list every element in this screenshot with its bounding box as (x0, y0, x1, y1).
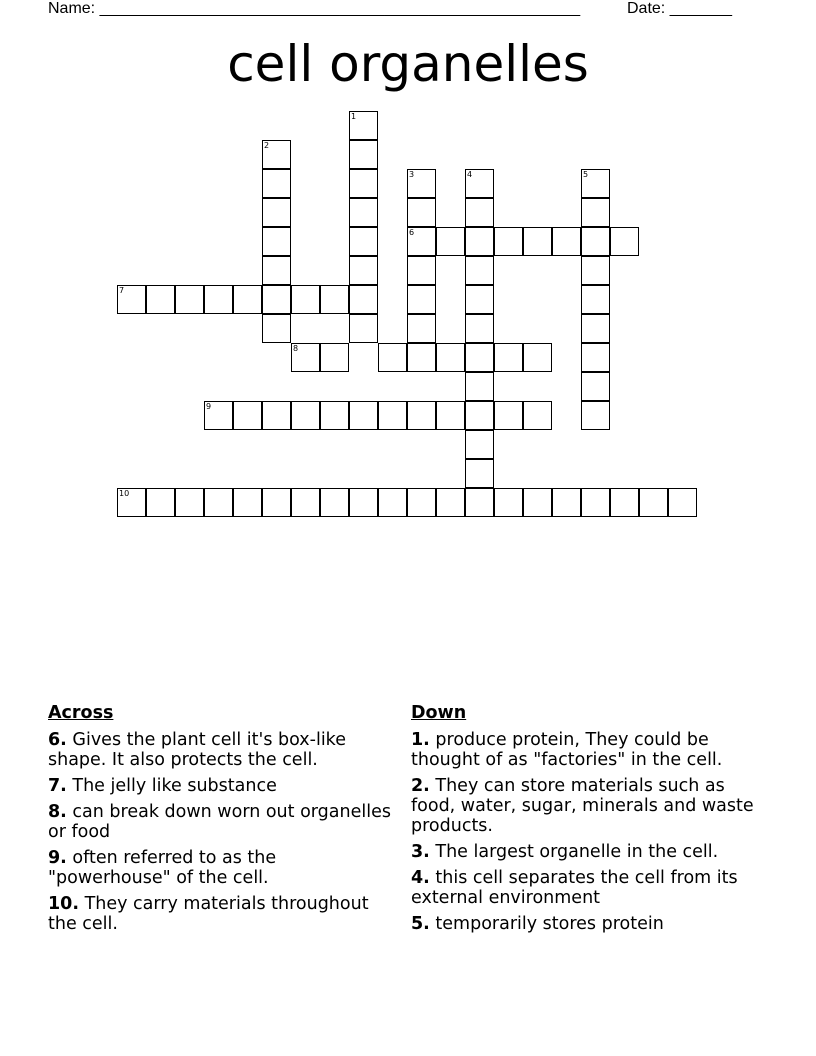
down-clues (411, 702, 761, 940)
crossword-cell[interactable] (262, 401, 291, 430)
crossword-cell[interactable] (349, 488, 378, 517)
across-clue (48, 802, 398, 842)
crossword-cell[interactable] (349, 111, 378, 140)
crossword-cell[interactable] (407, 314, 436, 343)
crossword-cell[interactable] (494, 488, 523, 517)
crossword-cell[interactable] (407, 488, 436, 517)
crossword-cell[interactable] (233, 401, 262, 430)
crossword-cell[interactable] (465, 430, 494, 459)
crossword-cell[interactable] (407, 227, 436, 256)
clue-number: 3. (411, 842, 430, 862)
crossword-cell[interactable] (291, 401, 320, 430)
clue-number-label: 2 (264, 141, 270, 150)
crossword-cell[interactable] (262, 169, 291, 198)
crossword-cell[interactable] (146, 488, 175, 517)
clue-number: 4. (411, 868, 430, 888)
crossword-cell[interactable] (407, 169, 436, 198)
crossword-cell[interactable] (436, 227, 465, 256)
clue-text: Gives the plant cell it's box-like shape. It also protects the cell. (48, 730, 346, 770)
crossword-cell[interactable] (465, 372, 494, 401)
crossword-cell[interactable] (581, 169, 610, 198)
crossword-cell[interactable] (610, 488, 639, 517)
crossword-cell[interactable] (117, 285, 146, 314)
crossword-cell[interactable] (436, 401, 465, 430)
crossword-cell[interactable] (349, 227, 378, 256)
clue-number-label: 5 (583, 170, 589, 179)
clue-number: 6. (48, 730, 67, 750)
clue-number: 5. (411, 914, 430, 934)
clue-number: 9. (48, 848, 67, 868)
crossword-cell[interactable] (349, 401, 378, 430)
crossword-cell[interactable] (291, 343, 320, 372)
down-clue (411, 730, 761, 770)
crossword-cell[interactable] (262, 285, 291, 314)
crossword-cell[interactable] (291, 488, 320, 517)
crossword-cell[interactable] (552, 488, 581, 517)
crossword-cell[interactable] (465, 198, 494, 227)
crossword-cell[interactable] (204, 285, 233, 314)
crossword-cell[interactable] (523, 227, 552, 256)
clue-number: 2. (411, 776, 430, 796)
clue-text: often referred to as the "powerhouse" of the cell. (48, 848, 277, 888)
crossword-cell[interactable] (146, 285, 175, 314)
crossword-cell[interactable] (262, 314, 291, 343)
crossword-cell[interactable] (349, 314, 378, 343)
crossword-cell[interactable] (465, 401, 494, 430)
crossword-cell[interactable] (465, 256, 494, 285)
crossword-cell[interactable] (349, 285, 378, 314)
down-clue (411, 776, 761, 836)
crossword-cell[interactable] (581, 488, 610, 517)
crossword-cell[interactable] (320, 401, 349, 430)
clue-text: temporarily stores protein (435, 914, 664, 934)
crossword-cell[interactable] (552, 227, 581, 256)
clue-text: The largest organelle in the cell. (435, 842, 719, 862)
crossword-cell[interactable] (407, 343, 436, 372)
crossword-cell[interactable] (407, 285, 436, 314)
clue-text: They can store materials such as food, water, sugar, minerals and waste products. (411, 776, 754, 836)
crossword-cell[interactable] (523, 488, 552, 517)
clue-number-label: 1 (351, 112, 357, 121)
crossword-cell[interactable] (581, 314, 610, 343)
clue-text: produce protein, They could be thought of as "factories" in the cell. (411, 730, 723, 770)
down-clue (411, 868, 761, 908)
across-clue (48, 848, 398, 888)
crossword-cell[interactable] (262, 198, 291, 227)
crossword-cell[interactable] (494, 401, 523, 430)
clue-number: 8. (48, 802, 67, 822)
crossword-cell[interactable] (233, 488, 262, 517)
down-clue (411, 842, 761, 862)
crossword-cell[interactable] (581, 227, 610, 256)
crossword-cell[interactable] (523, 343, 552, 372)
across-heading: Across (48, 703, 114, 723)
crossword-cell[interactable] (233, 285, 262, 314)
crossword-cell[interactable] (465, 169, 494, 198)
clue-number-label: 6 (409, 228, 415, 237)
crossword-cell[interactable] (465, 285, 494, 314)
crossword-cell[interactable] (610, 227, 639, 256)
crossword-cell[interactable] (581, 372, 610, 401)
crossword-cell[interactable] (436, 488, 465, 517)
crossword-cell[interactable] (175, 285, 204, 314)
clue-number-label: 9 (206, 402, 212, 411)
crossword-cell[interactable] (639, 488, 668, 517)
clue-number-label: 3 (409, 170, 415, 179)
crossword-cell[interactable] (262, 488, 291, 517)
crossword-cell[interactable] (407, 198, 436, 227)
crossword-cell[interactable] (378, 343, 407, 372)
across-clue (48, 894, 398, 934)
crossword-cell[interactable] (291, 285, 320, 314)
clue-text: can break down worn out organelles or food (48, 802, 391, 842)
crossword-cell[interactable] (407, 401, 436, 430)
crossword-cell[interactable] (320, 488, 349, 517)
crossword-cell[interactable] (378, 401, 407, 430)
crossword-cell[interactable] (436, 343, 465, 372)
clue-text: The jelly like substance (72, 776, 277, 796)
crossword-cell[interactable] (204, 401, 233, 430)
down-heading: Down (411, 703, 467, 723)
date-field-label[interactable]: Date: _______ (627, 0, 732, 17)
crossword-cell[interactable] (465, 488, 494, 517)
crossword-cell[interactable] (465, 314, 494, 343)
crossword-cell[interactable] (581, 401, 610, 430)
clue-text: this cell separates the cell from its external environment (411, 868, 738, 908)
crossword-cell[interactable] (117, 488, 146, 517)
crossword-cell[interactable] (204, 488, 233, 517)
crossword-cell[interactable] (494, 343, 523, 372)
clue-number-label: 4 (467, 170, 473, 179)
crossword-cell[interactable] (465, 227, 494, 256)
down-clue (411, 914, 761, 934)
crossword-cell[interactable] (349, 198, 378, 227)
clue-number: 1. (411, 730, 430, 750)
crossword-cell[interactable] (320, 285, 349, 314)
crossword-cell[interactable] (581, 256, 610, 285)
clue-text: They carry materials throughout the cell. (48, 894, 369, 934)
clue-number: 10. (48, 894, 80, 914)
crossword-cell[interactable] (494, 227, 523, 256)
across-clue (48, 730, 398, 770)
crossword-cell[interactable] (378, 488, 407, 517)
crossword-cell[interactable] (581, 285, 610, 314)
page-title: cell organelles (227, 35, 589, 93)
crossword-cell[interactable] (407, 256, 436, 285)
crossword-cell[interactable] (175, 488, 204, 517)
crossword-cell[interactable] (349, 169, 378, 198)
crossword-cell[interactable] (262, 227, 291, 256)
clue-number-label: 7 (119, 286, 125, 295)
crossword-cell[interactable] (349, 140, 378, 169)
clue-number: 7. (48, 776, 67, 796)
name-field-label[interactable]: Name: ______________________________________________________ (48, 0, 581, 17)
crossword-cell[interactable] (262, 140, 291, 169)
crossword-cell[interactable] (320, 343, 349, 372)
crossword-cell[interactable] (465, 459, 494, 488)
across-clues (48, 702, 398, 940)
clue-number-label: 8 (293, 344, 299, 353)
clue-number-label: 10 (119, 489, 130, 498)
crossword-cell[interactable] (465, 343, 494, 372)
crossword-cell[interactable] (523, 401, 552, 430)
crossword-cell[interactable] (668, 488, 697, 517)
crossword-cell[interactable] (262, 256, 291, 285)
across-clue (48, 776, 398, 796)
crossword-cell[interactable] (349, 256, 378, 285)
crossword-cell[interactable] (581, 343, 610, 372)
crossword-cell[interactable] (581, 198, 610, 227)
